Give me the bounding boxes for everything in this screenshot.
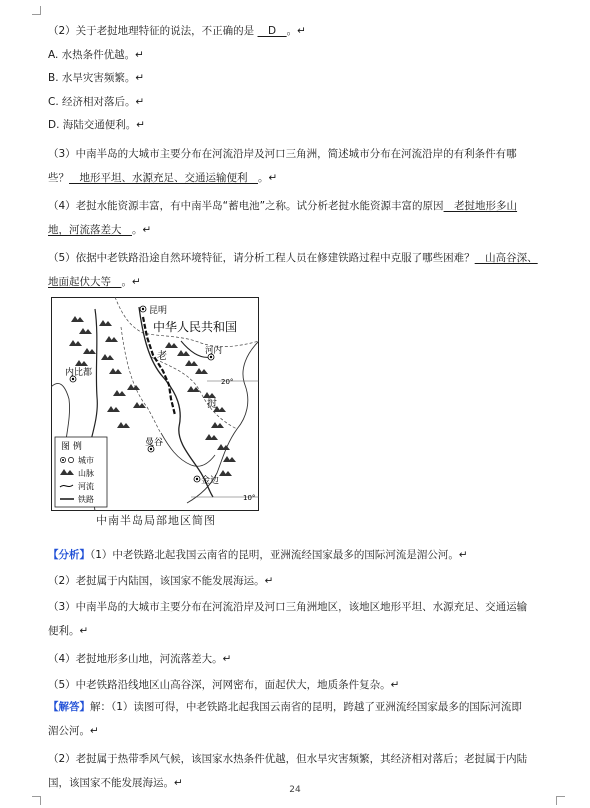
- text-line: [48, 223, 151, 237]
- line-text: （3）中南半岛的大城市主要分布在河流沿岸及河口三角洲地区，该地区地形平坦、水源充足、交通运输: [48, 601, 528, 613]
- figure-caption: 中南半岛局部地区简图: [96, 514, 216, 527]
- line-text: （2）老挝属于热带季风气候，该国家水热条件优越，但水旱灾害频繁，其经济相对落后；老挝属于内陆: [48, 753, 528, 765]
- answer-text: 地，河流落差大: [48, 224, 132, 236]
- city-label-hanoi: 河内: [205, 346, 223, 356]
- lat-label-10: 10°: [243, 494, 256, 502]
- text-line: [48, 71, 144, 85]
- text-line: [48, 624, 88, 638]
- line-text: 湄公河。↵: [48, 725, 99, 737]
- city-label-naypyidaw: 内比都: [65, 368, 93, 378]
- text-line: [48, 199, 517, 213]
- text-line: [48, 600, 527, 614]
- answer-text: 山高谷深、: [474, 252, 538, 264]
- country-char-lao: 老: [157, 351, 167, 362]
- line-text: （2）关于老挝地理特征的说法，不正确的是: [48, 25, 258, 37]
- map-figure: [51, 297, 259, 511]
- line-text: （4）老挝水能资源丰富，有中南半岛“蓄电池”之称。试分析老挝水能资源丰富的原因: [48, 200, 444, 212]
- line-text: 些？: [48, 172, 69, 184]
- text-line: [48, 24, 306, 38]
- text-line: [48, 171, 277, 185]
- country-label-china: 中华人民共和国: [153, 320, 238, 334]
- line-text: D. 海陆交通便利。↵: [48, 119, 146, 131]
- text-line: [48, 147, 517, 161]
- city-label-phnom-penh: 金边: [201, 476, 220, 486]
- page-number: 24: [289, 785, 301, 795]
- answer-text: D: [257, 25, 287, 37]
- legend-railway: 铁路: [78, 495, 94, 504]
- text-line: [48, 548, 468, 562]
- country-char-wo: 挝: [207, 399, 217, 410]
- text-line: [48, 251, 538, 265]
- text-line: [48, 118, 145, 132]
- text-line: [48, 724, 99, 738]
- section-tag: 【解答】: [48, 701, 90, 713]
- line-text: （3）中南半岛的大城市主要分布在河流沿岸及河口三角洲，简述城市分布在河流沿岸的有利条件有哪: [48, 148, 517, 160]
- line-text: 便利。↵: [48, 625, 89, 637]
- text-line: [48, 678, 399, 692]
- line-text: （1）中老铁路北起我国云南省的昆明，亚洲流经国家最多的国际河流是湄公河。↵: [90, 549, 468, 561]
- legend-mountain: 山脉: [78, 469, 94, 478]
- city-label-kunming: 昆明: [149, 306, 168, 316]
- text-line: [48, 652, 231, 666]
- crop-mark-bottom-left: [32, 796, 41, 805]
- text-line: [48, 48, 144, 62]
- line-text: （5）依据中老铁路沿途自然环境特征，请分析工程人员在修建铁路过程中克服了哪些困难？: [48, 252, 475, 264]
- section-tag: 【分析】: [48, 549, 90, 561]
- line-text: C. 经济相对落后。↵: [48, 96, 145, 108]
- line-text: 。↵: [258, 172, 278, 184]
- line-text: B. 水旱灾害频繁。↵: [48, 72, 145, 84]
- line-text: （5）中老铁路沿线地区山高谷深，河网密布，面起伏大，地质条件复杂。↵: [48, 679, 400, 691]
- answer-text: 老挝地形多山: [443, 200, 518, 212]
- line-text: （2）老挝属于内陆国，该国家不能发展海运。↵: [48, 575, 274, 587]
- line-text: （4）老挝地形多山地，河流落差大。↵: [48, 653, 232, 665]
- text-line: [48, 700, 522, 714]
- answer-text: 地面起伏大等: [48, 276, 122, 288]
- legend-river: 河流: [78, 482, 94, 491]
- crop-mark-top-left: [32, 6, 41, 15]
- map-svg: [51, 297, 259, 511]
- line-text: 。↵: [286, 25, 306, 37]
- line-text: 国，该国家不能发展海运。↵: [48, 777, 183, 789]
- line-text: 。↵: [132, 224, 152, 236]
- answer-text: 地形平坦、水源充足、交通运输便利: [69, 172, 258, 184]
- lat-label-20: 20°: [221, 378, 234, 386]
- line-text: 。↵: [121, 276, 141, 288]
- text-line: [48, 275, 141, 289]
- text-line: [48, 95, 144, 109]
- text-line: [48, 752, 527, 766]
- line-text: 解：（1）读图可得，中老铁路北起我国云南省的昆明，跨越了亚洲流经国家最多的国际河流即: [90, 701, 522, 713]
- map-legend: [55, 437, 107, 507]
- line-text: A. 水热条件优越。↵: [48, 49, 144, 61]
- legend-city: 城市: [78, 456, 94, 465]
- city-label-bangkok: 曼谷: [145, 438, 164, 448]
- legend-title: 图 例: [61, 442, 82, 452]
- crop-mark-bottom-right: [556, 796, 565, 805]
- text-line: [48, 574, 273, 588]
